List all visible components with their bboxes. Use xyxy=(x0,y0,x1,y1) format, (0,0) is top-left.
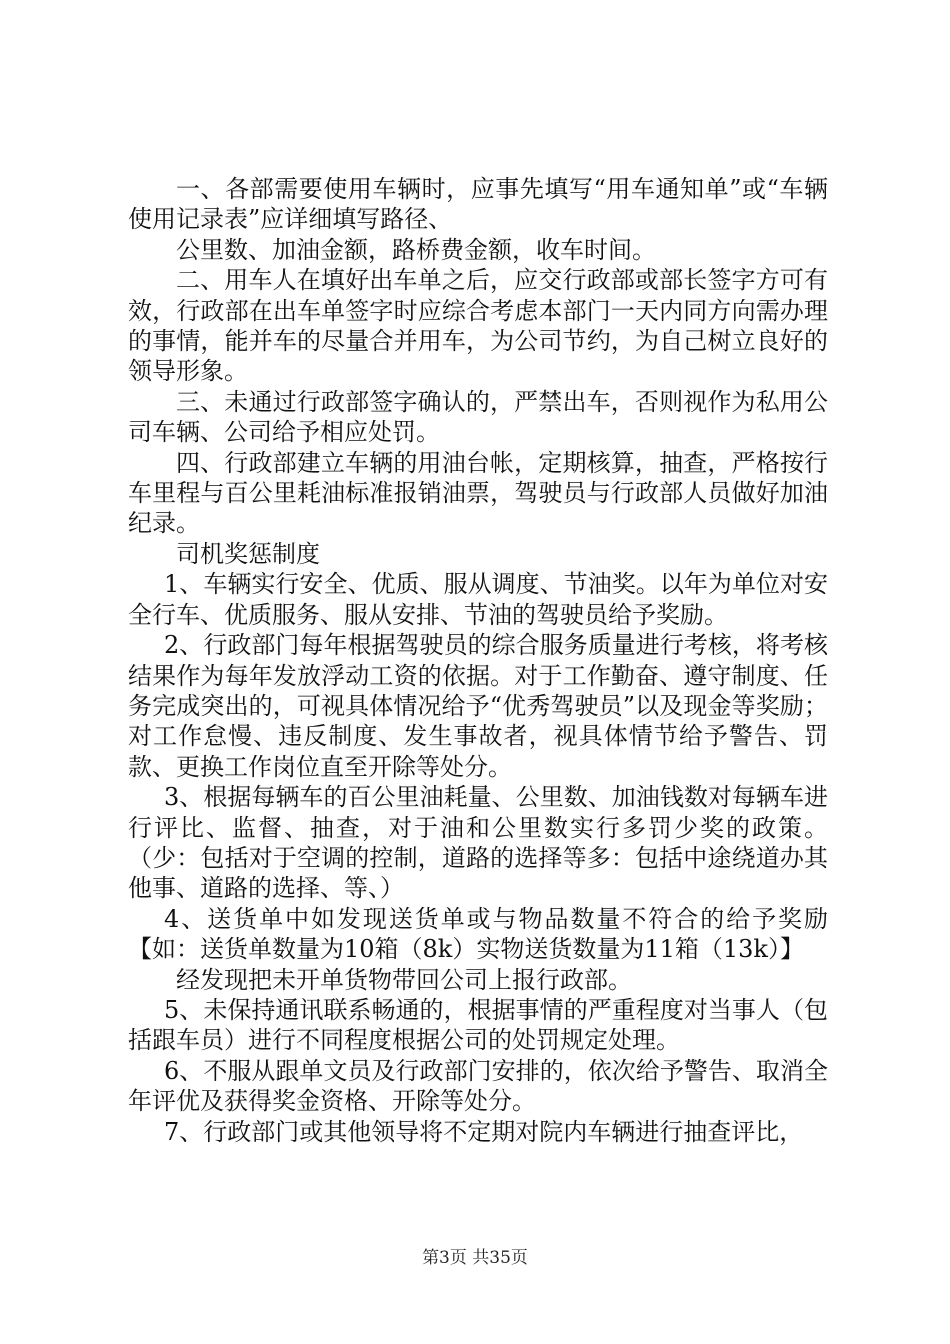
paragraph-rule-1: 1、车辆实行安全、优质、服从调度、节油奖。以年为单位对安全行车、优质服务、服从安排、节油的驾驶员给予奖励。 xyxy=(128,570,828,629)
page-number-footer: 第3页 共35页 xyxy=(422,1248,528,1268)
paragraph-rule-3: 3、根据每辆车的百公里油耗量、公里数、加油钱数对每辆车进行评比、监督、抽查，对于油和公里数实行多罚少奖的政策。（少：包括对于空调的控制，道路的选择等多：包括中途绕道办其他事、道路的选择、等、） xyxy=(128,783,828,903)
paragraph-vehicle-request: 一、各部需要使用车辆时，应事先填写“用车通知单”或“车辆使用记录表”应详细填写路径、 xyxy=(128,175,828,234)
paragraph-vehicle-request-cont: 公里数、加油金额，路桥费金额，收车时间。 xyxy=(176,235,656,264)
document-body xyxy=(128,174,828,1147)
paragraph-rule-6: 6、不服从跟单文员及行政部门安排的，依次给予警告、取消全年评优及获得奖金资格、开除等处分。 xyxy=(128,1056,828,1116)
paragraph-rule-5: 5、未保持通讯联系畅通的，根据事情的严重程度对当事人（包括跟车员）进行不同程度根据公司的处罚规定处理。 xyxy=(128,995,828,1055)
paragraph-rule-4: 4、送货单中如发现送货单或与物品数量不符合的给予奖励【如：送货单数量为10箱（8k）实物送货数量为11箱（13k）】 xyxy=(128,904,828,964)
paragraph-rule-4-cont: 经发现把未开单货物带回公司上报行政部。 xyxy=(176,965,632,994)
section-heading-driver-rules: 司机奖惩制度 xyxy=(176,539,320,568)
paragraph-rule-7: 7、行政部门或其他领导将不定期对院内车辆进行抽查评比， xyxy=(164,1117,804,1146)
paragraph-unapproved: 三、未通过行政部签字确认的，严禁出车，否则视作为私用公司车辆、公司给予相应处罚。 xyxy=(128,387,828,447)
paragraph-fuel-ledger: 四、行政部建立车辆的用油台帐，定期核算，抽查，严格按行车里程与百公里耗油标准报销油票，驾驶员与行政部人员做好加油纪录。 xyxy=(128,448,828,538)
paragraph-rule-2: 2、行政部门每年根据驾驶员的综合服务质量进行考核，将考核结果作为每年发放浮动工资的依据。对于工作勤奋、遵守制度、任务完成突出的，可视具体情况给予“优秀驾驶员”以及现金等奖励；对工作怠慢、违反制度、发生事故者，视具体情节给予警告、罚款、更换工作岗位直至开除等处分。 xyxy=(128,631,828,781)
paragraph-approval: 二、用车人在填好出车单之后，应交行政部或部长签字方可有效，行政部在出车单签字时应综合考虑本部门一天内同方向需办理的事情，能并车的尽量合并用车，为公司节约，为自己树立良好的领导形象。 xyxy=(128,266,828,386)
